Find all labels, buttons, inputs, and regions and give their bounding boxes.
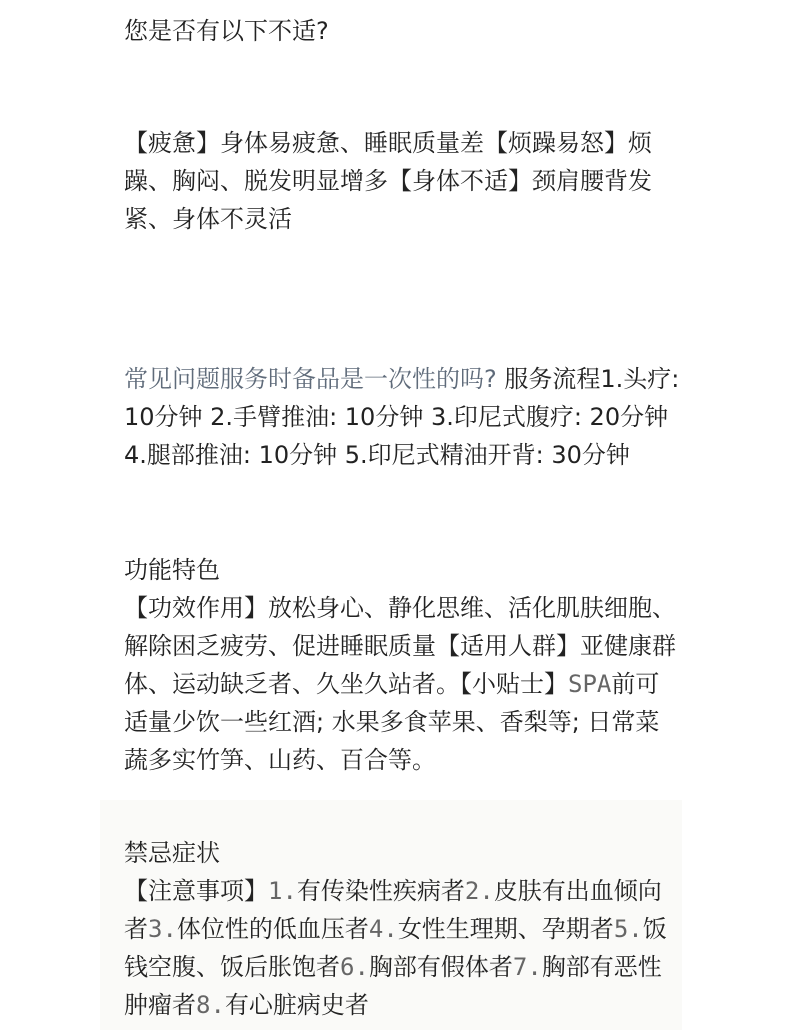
features-paragraph	[124, 589, 680, 779]
contraindications-section	[124, 834, 672, 1024]
contraindications-title: 禁忌症状	[124, 839, 220, 867]
features-section	[124, 551, 680, 779]
contra-item-number: 5.	[613, 915, 643, 943]
features-title: 功能特色	[124, 556, 220, 584]
symptom-tag-irritable: 【烦躁易怒】	[484, 129, 628, 157]
contra-item-text: 皮肤有出血倾向者	[124, 877, 662, 943]
contraindications-tag: 【注意事项】	[124, 877, 268, 905]
service-process-steps: 1.头疗: 10分钟 2.手臂推油: 10分钟 3.印尼式腹疗: 20分钟 4.腿部推油: 10分钟 5.印尼式精油开背: 30分钟	[124, 365, 680, 469]
contra-item-text: 胸部有假体者	[368, 953, 513, 981]
contra-item-text: 饭钱空腹、饭后胀饱者	[124, 915, 667, 981]
contra-item-number: 3.	[148, 915, 177, 943]
symptom-tag-discomfort: 【身体不适】	[388, 167, 532, 195]
contra-item-number: 1.	[268, 877, 297, 905]
symptom-text-fatigue: 身体易疲惫、睡眠质量差	[220, 129, 484, 157]
feature-spa-text: SPA	[568, 670, 612, 698]
service-process-label: 服务流程	[504, 365, 601, 393]
contraindications-panel	[100, 800, 682, 1030]
symptom-text-irritable: 烦躁、胸闷、脱发明显增多	[124, 129, 652, 195]
contra-item-text: 胸部有恶性肿瘤者	[124, 953, 662, 1019]
contra-item-text: 体位性的低血压者	[176, 915, 369, 943]
contra-item-text: 有传染性疾病者	[296, 877, 465, 905]
faq-question: 常见问题服务时备品是一次性的吗?	[124, 365, 497, 393]
question-title: 您是否有以下不适?	[124, 17, 329, 45]
feature-tag-audience: 【适用人群】	[436, 632, 580, 660]
faq-paragraph	[124, 360, 680, 474]
feature-tag-tips: 【小贴士】	[460, 670, 568, 698]
symptoms-paragraph	[124, 124, 680, 238]
contraindications-paragraph	[124, 872, 672, 1024]
contra-item-text: 有心脏病史者	[224, 991, 369, 1019]
feature-text-audience: 亚健康群体、运动缺乏者、久坐久站者。	[124, 632, 676, 698]
contra-item-number: 2.	[464, 877, 494, 905]
symptom-tag-fatigue: 【疲惫】	[124, 129, 220, 157]
contra-item-text: 女性生理期、孕期者	[397, 915, 614, 943]
contra-item-number: 8.	[196, 991, 225, 1019]
feature-text-tips: 前可适量少饮一些红酒; 水果多食苹果、香梨等; 日常菜蔬多实竹笋、山药、百合等。	[124, 670, 660, 774]
contra-item-number: 4.	[368, 915, 398, 943]
symptom-text-discomfort: 颈肩腰背发紧、身体不灵活	[124, 167, 652, 233]
contra-item-number: 6.	[340, 953, 369, 981]
feature-text-effect: 放松身心、静化思维、活化肌肤细胞、解除困乏疲劳、促进睡眠质量	[124, 594, 676, 660]
feature-tag-effect: 【功效作用】	[124, 594, 268, 622]
contra-item-number: 7.	[512, 953, 542, 981]
